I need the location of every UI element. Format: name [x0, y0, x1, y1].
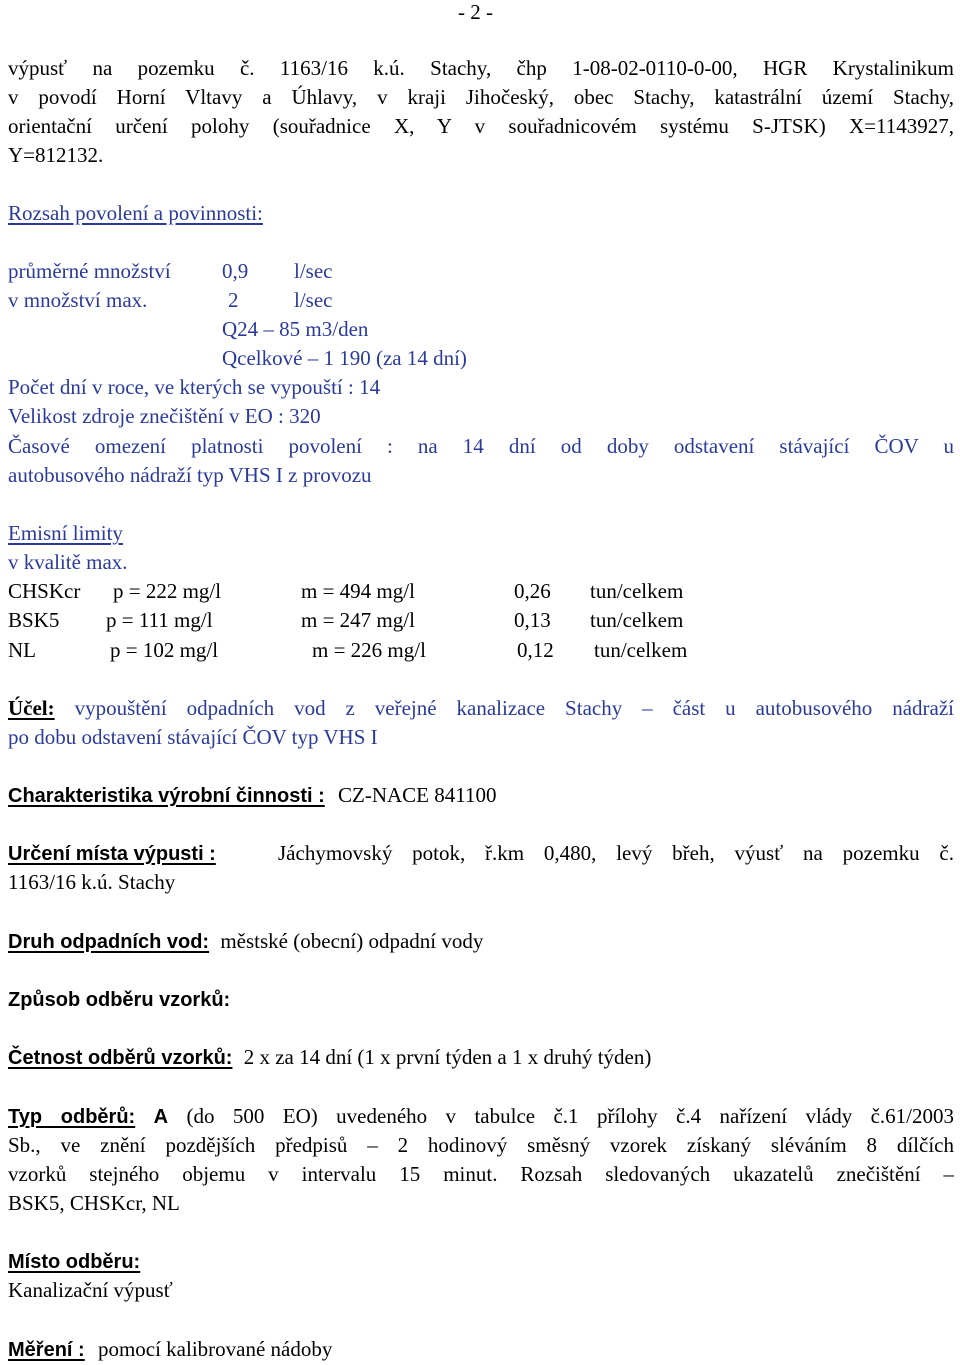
limits-subheading: v kvalitě max. — [8, 550, 128, 574]
avg-value: 0,9 — [222, 259, 249, 283]
activity-label: Charakteristika výrobní činnosti : — [8, 785, 325, 807]
limit-parameter: BSK5 — [8, 608, 60, 632]
sample-type-label: Typ odběrů: — [8, 1106, 136, 1128]
limit-parameter: NL — [8, 638, 36, 662]
limit-concentration: p = 111 mg/l — [106, 608, 213, 632]
outlet-line-1 — [8, 841, 216, 866]
purpose-text: vypouštění odpadních vod z veřejné kanalizace Stachy – část u autobusového nádraží — [54, 696, 954, 720]
limit-tons: 0,13 — [514, 608, 551, 632]
sampling-method-label: Způsob odběru vzorků: — [8, 989, 231, 1011]
wastewater-label: Druh odpadních vod: — [8, 931, 210, 953]
sampling-place-heading — [8, 1249, 140, 1274]
outlet-value-1: Jáchymovský potok, ř.km 0,480, levý břeh, výusť na pozemku č. — [278, 841, 954, 865]
limit-tons: 0,26 — [514, 579, 551, 603]
measurement-value: pomocí kalibrované nádoby — [97, 1337, 333, 1361]
purpose-label: Účel: — [8, 696, 55, 720]
activity-value: CZ-NACE 841100 — [338, 783, 497, 807]
intro-line-4: Y=812132. — [8, 143, 104, 167]
sampling-place-label: Místo odběru: — [8, 1251, 141, 1273]
frequency-label: Četnost odběrů vzorků: — [8, 1047, 233, 1069]
discharge-days: Počet dní v roce, ve kterých se vypouští : 14 — [8, 375, 381, 399]
intro-line-3: orientační určení polohy (souřadnice X, Y v souřadnicovém systému S-JTSK) X=1143927, — [8, 114, 954, 138]
max-value: 2 — [228, 288, 239, 312]
outlet-label: Určení místa výpusti : — [8, 843, 216, 865]
intro-line-1: výpusť na pozemku č. 1163/16 k.ú. Stachy, čhp 1-08-02-0110-0-00, HGR Krystalinikum — [8, 56, 954, 80]
sample-type-line-1 — [8, 1104, 954, 1129]
limits-heading: Emisní limity — [8, 521, 123, 545]
limit-mass: m = 247 mg/l — [301, 608, 415, 632]
avg-label: průměrné množství — [8, 259, 171, 283]
sample-type-text: (do 500 EO) uvedeného v tabulce č.1 přílohy č.4 nařízení vlády č.61/2003 — [186, 1104, 955, 1128]
sampling-place-value: Kanalizační výpusť — [8, 1278, 173, 1302]
avg-unit: l/sec — [294, 259, 333, 283]
measurement-label: Měření : — [8, 1339, 85, 1361]
sampling-method-line — [8, 987, 230, 1012]
limit-mass: m = 494 mg/l — [301, 579, 415, 603]
time-limit-line-2: autobusového nádraží typ VHS I z provozu — [8, 463, 372, 487]
limit-mass: m = 226 mg/l — [312, 638, 426, 662]
purpose-line-2: po dobu odstavení stávající ČOV typ VHS I — [8, 725, 378, 749]
outlet-line-2: 1163/16 k.ú. Stachy — [8, 870, 176, 894]
intro-line-2: v povodí Horní Vltavy a Úhlavy, v kraji Jihočeský, obec Stachy, katastrální území Stachy, — [8, 85, 954, 109]
max-unit: l/sec — [294, 288, 333, 312]
frequency-line — [8, 1045, 651, 1070]
sample-type-grade: A — [153, 1106, 169, 1128]
purpose-line-1 — [8, 696, 954, 720]
limit-parameter: CHSKcr — [8, 579, 81, 603]
sample-type-line-3: vzorků stejného objemu v intervalu 15 minut. Rozsah sledovaných ukazatelů znečištění – — [8, 1162, 954, 1186]
max-label: v množství max. — [8, 288, 148, 312]
frequency-value: 2 x za 14 dní (1 x první týden a 1 x druhý týden) — [243, 1045, 652, 1069]
measurement-line — [8, 1337, 332, 1362]
limit-unit: tun/celkem — [594, 638, 688, 662]
page-number: - 2 - — [458, 0, 493, 24]
scope-heading: Rozsah povolení a povinnosti: — [8, 201, 263, 225]
pollution-source-size: Velikost zdroje znečištění v EO : 320 — [8, 404, 321, 428]
qtotal-value: Qcelkové – 1 190 (za 14 dní) — [222, 346, 467, 370]
limit-concentration: p = 102 mg/l — [110, 638, 219, 662]
limit-concentration: p = 222 mg/l — [113, 579, 222, 603]
limit-unit: tun/celkem — [590, 608, 684, 632]
sample-type-line-2: Sb., ve znění pozdějších předpisů – 2 hodinový směsný vzorek získaný sléváním 8 dílčích — [8, 1133, 954, 1157]
wastewater-line — [8, 929, 483, 954]
time-limit-line-1: Časové omezení platnosti povolení : na 14 dní od doby odstavení stávající ČOV u — [8, 434, 954, 458]
limit-tons: 0,12 — [517, 638, 554, 662]
sample-type-line-4: BSK5, CHSKcr, NL — [8, 1191, 180, 1215]
limit-unit: tun/celkem — [590, 579, 684, 603]
wastewater-value: městské (obecní) odpadní vody — [220, 929, 484, 953]
activity-line — [8, 783, 496, 808]
q24-value: Q24 – 85 m3/den — [222, 317, 369, 341]
